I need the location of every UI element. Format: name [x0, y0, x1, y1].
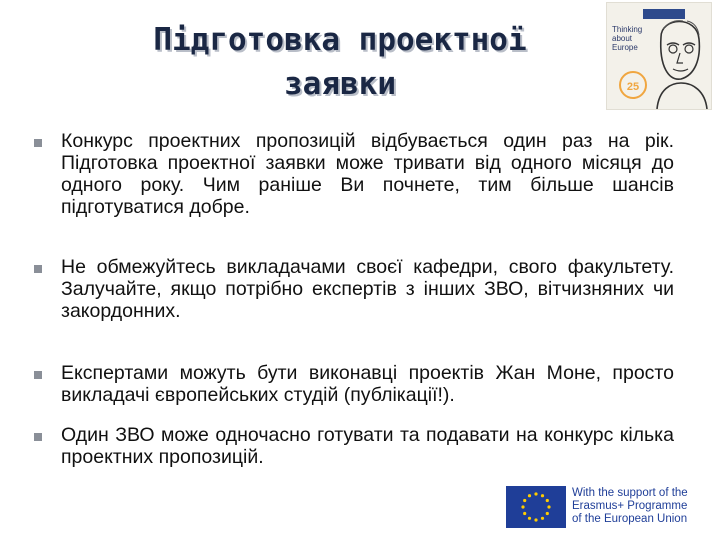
list-item: [34, 256, 674, 322]
list-item-text: Експертами можуть бути виконавці проектів Жан Моне, просто викладачі європейських студій (публікації!).: [61, 362, 674, 406]
portrait-sketch-icon: [647, 9, 711, 109]
list-item: [34, 130, 674, 218]
list-item-text: Один ЗВО може одночасно готувати та подавати на конкурс кілька проектних пропозицій.: [61, 424, 674, 468]
bullet-square-icon: [34, 433, 42, 441]
list-item: [34, 362, 674, 406]
eu-line-1: With the support of the: [572, 487, 688, 499]
bullet-square-icon: [34, 371, 42, 379]
poster-title: [612, 25, 642, 52]
list-item-text: Не обмежуйтесь викладачами своєї кафедри, свого факультету. Залучайте, якщо потрібно експертів з інших ЗВО, вітчизняних чи закордонних.: [61, 256, 674, 322]
list-item: [34, 424, 674, 468]
thinking-about-europe-poster: [606, 2, 712, 110]
list-item-text: Конкурс проектних пропозицій відбувається один раз на рік. Підготовка проектної заявки може тривати від одного місяця до одного року. Чим раніше Ви почнете, тим більше шансів підготуватися добре.: [61, 130, 674, 218]
eu-flag-icon: [506, 486, 566, 528]
poster-line-3: Europe: [612, 43, 638, 52]
title-line-2: заявки: [284, 66, 396, 102]
erasmus-support-text: [572, 487, 688, 526]
anniversary-badge: 25: [619, 71, 647, 99]
bullet-square-icon: [34, 139, 42, 147]
slide-title: [110, 18, 570, 106]
eu-line-2: Erasmus+ Programme: [572, 500, 688, 512]
poster-line-2: about: [612, 34, 633, 43]
title-line-1: Підготовка проектної: [153, 22, 527, 58]
bullet-square-icon: [34, 265, 42, 273]
erasmus-plus-logo: [506, 486, 706, 528]
poster-line-1: Thinking: [612, 25, 643, 34]
eu-line-3: of the European Union: [572, 513, 688, 525]
